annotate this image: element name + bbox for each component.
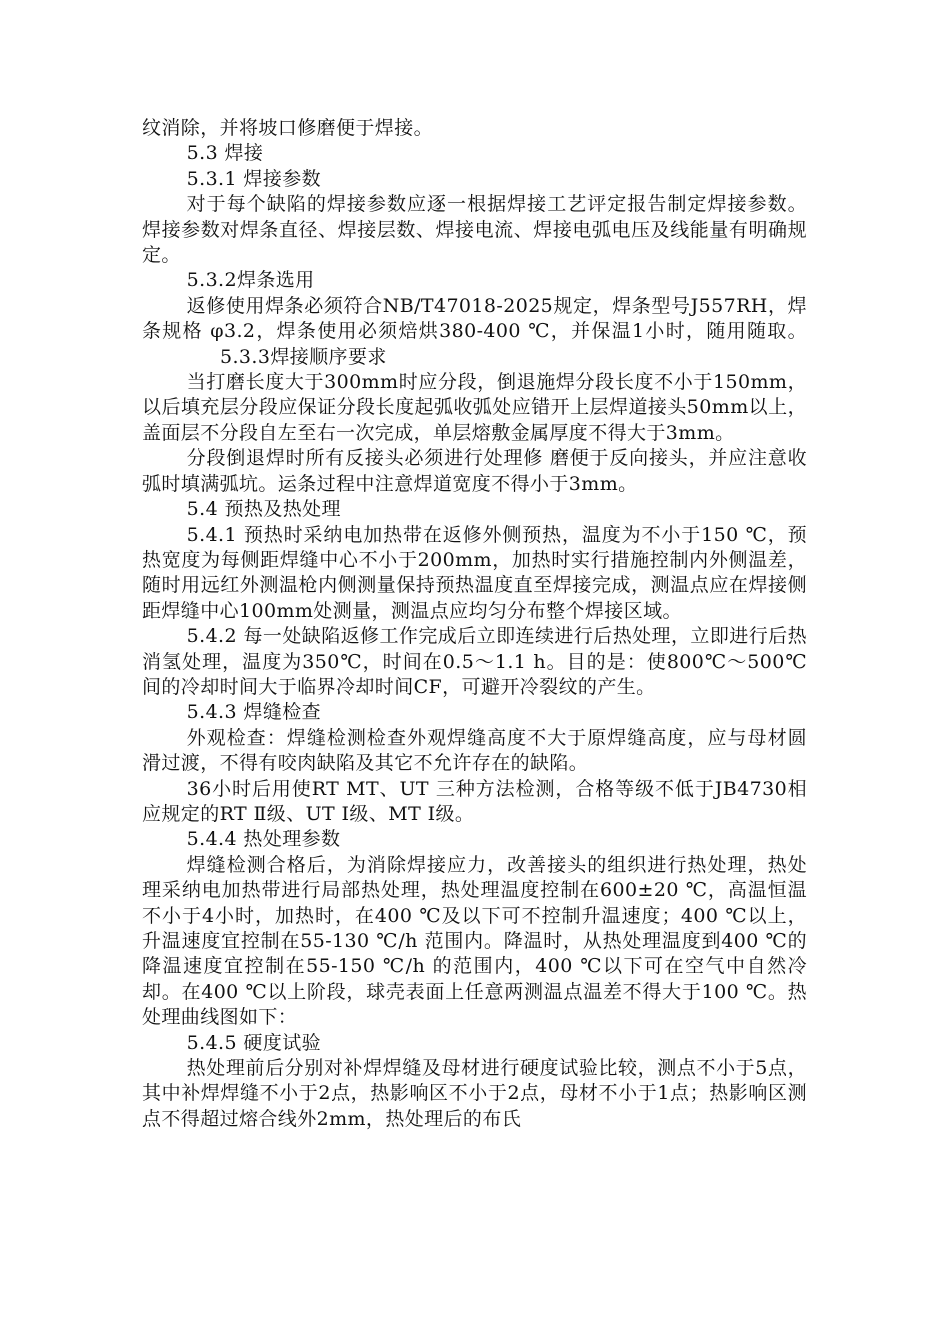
paragraph-electrode-selection [142,294,807,370]
paragraph-preheat: 5.4.1 预热时采纳电加热带在返修外侧预热，温度为不小于150 ℃，预热宽度为每侧距焊缝中心不小于200mm，加热时实行措施控制内外侧温差，随时用远红外测温枪内侧测量保持预热温度直至焊接完成，测温点应在焊接侧距焊缝中心100mm处测量，测温点应均匀分布整个焊接区域。 [142,523,807,622]
paragraph-continuation: 纹消除，并将坡口修磨便于焊接。 [142,117,434,139]
section-heading-5-4: 5.4 预热及热处理 [186,498,341,521]
section-heading-5-4-4: 5.4.4 热处理参数 [186,828,341,851]
section-heading-5-3: 5.3 焊接 [186,142,264,165]
section-heading-5-3-2: 5.3.2焊条选用 [186,269,315,292]
paragraph-backstep-welding: 分段倒退焊时所有反接头必须进行处理修 磨便于反向接头，并应注意收弧时填满弧坑。运条过程中注意焊道宽度不得小于3mm。 [142,447,807,495]
electrode-selection-text: 返修使用焊条必须符合NB/T47018-2025规定，焊条型号J557RH，焊条规格 φ3.2，焊条使用必须焙烘380-400 ℃，并保温1小时，随用随取。 [142,294,807,343]
paragraph-ndt-inspection: 36小时后用使RT MT、UT 三种方法检测，合格等级不低于JB4730相应规定的RT Ⅱ级、UT Ⅰ级、MT Ⅰ级。 [142,777,807,825]
paragraph-visual-inspection: 外观检查：焊缝检测检查外观焊缝高度不大于原焊缝高度，应与母材圆滑过渡，不得有咬肉缺陷及其它不允许存在的缺陷。 [142,726,807,775]
paragraph-heat-treatment: 焊缝检测合格后，为消除焊接应力，改善接头的组织进行热处理，热处理采纳电加热带进行局部热处理，热处理温度控制在600±20 ℃，高温恒温不小于4小时，加热时，在400 ℃及以下可不控制升温速度；400 ℃以上，升温速度宜控制在55-130 ℃/h 范围内。降温时，从热处理温度到400 ℃的降温速度宜控制在55-150 ℃/h 的范围内，400 ℃以下可在空气中自然冷却。在400 ℃以上阶段，球壳表面上任意两测温点温差不得大于100 ℃。热处理曲线图如下： [142,853,807,1029]
paragraph-post-heat: 5.4.2 每一处缺陷返修工作完成后立即连续进行后热处理，立即进行后热消氢处理，温度为350℃，时间在0.5～1.1 h。目的是：使800℃～500℃间的冷却时间大于临界冷却时间CF，可避开冷裂纹的产生。 [142,625,807,698]
paragraph-grinding-length: 当打磨长度大于300mm时应分段，倒退施焊分段长度不小于150mm，以后填充层分段应保证分段长度起弧收弧处应错开上层焊道接头50mm以上，盖面层不分段自左至右一次完成，单层熔敷金属厚度不得大于3mm。 [142,371,807,444]
section-heading-5-4-5: 5.4.5 硬度试验 [186,1031,322,1054]
section-heading-5-4-3: 5.4.3 焊缝检查 [186,701,322,724]
document-body [142,116,807,1132]
paragraph-hardness-test: 热处理前后分别对补焊焊缝及母材进行硬度试验比较，测点不小于5点，其中补焊焊缝不小于2点，热影响区不小于2点，母材不小于1点；热影响区测点不得超过熔合线外2mm，热处理后的布氏 [142,1057,807,1130]
paragraph-welding-parameters: 对于每个缺陷的焊接参数应逐一根据焊接工艺评定报告制定焊接参数。焊接参数对焊条直径、焊接层数、焊接电流、焊接电弧电压及线能量有明确规定。 [142,193,807,267]
section-heading-5-3-1: 5.3.1 焊接参数 [186,167,322,190]
section-heading-5-3-3: 5.3.3焊接顺序要求 [220,345,387,368]
